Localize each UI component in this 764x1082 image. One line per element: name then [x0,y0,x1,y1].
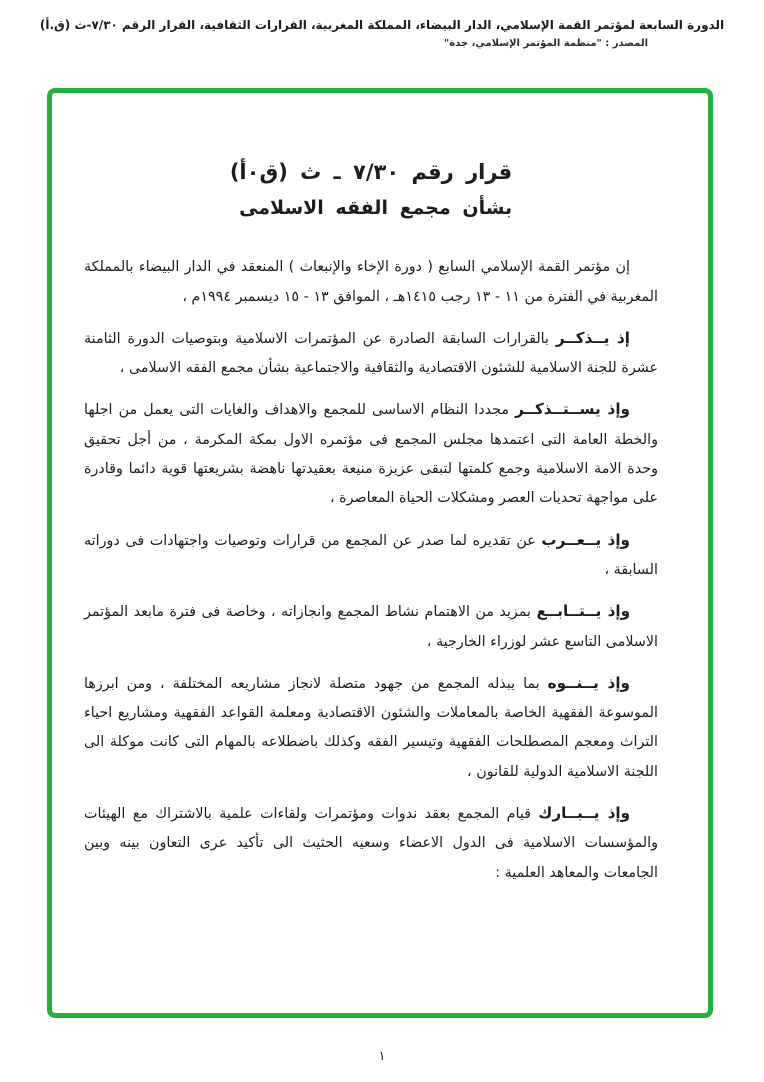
clause-text-6: قيام المجمع بعقد ندوات ومؤتمرات ولقاءات علمية بالاشتراك مع الهيئات والمؤسسات الاسلامية فى الدول الاعضاء وسعيه الحثيث الى تأكيد عرى التعاون بينه وبين الجامعات والمعاهد العلمية : [84,806,658,881]
clause-paragraph-4 [84,596,658,657]
clause-paragraph-2 [84,394,658,513]
clause-lead-5: وإذ يــنــوه [547,673,630,692]
clause-lead-2: وإذ يســتــذكــر [515,400,630,419]
header-citation: الدورة السابعة لمؤتمر القمة الإسلامي، الدار البيضاء، المملكة المغربية، القرارات الثقافية، القرار الرقم ٧/٣٠-ث (ق.أ) [39,18,725,32]
clause-text-4: بمزيد من الاهتمام نشاط المجمع وانجازاته ، وخاصة فى فترة مابعد المؤتمر الاسلامى التاسع عشر لوزراء الخارجية ، [84,604,658,650]
resolution-title [230,153,512,223]
clause-text-3: عن تقديره لما صدر عن المجمع من قرارات وتوصيات واجتهادات فى دوراته السابقة ، [84,532,658,578]
scanned-document [52,93,708,929]
clause-text-1: بالقرارات السابقة الصادرة عن المؤتمرات الاسلامية وبتوصيات الدورة الثامنة عشرة للجنة الاسلامية للشئون الاقتصادية والثقافية والاجتماعية بشأن مجمع الفقه الاسلامى ، [84,330,658,377]
document-header [0,0,764,49]
clause-lead-3: وإذ يــعــرب [541,530,630,549]
preamble-paragraph: إن مؤتمر القمة الإسلامي السابع ( دورة الإخاء والإنبعاث ) المنعقد في الدار البيضاء بالمملكة المغربية في الفترة من ١١ - ١٣ رجب ١٤١٥هـ ، الموافق ١٣ - ١٥ ديسمبر ١٩٩٤م ، [84,259,658,305]
clause-paragraph-5 [84,668,658,787]
header-source: المصدر : "منظمة المؤتمر الإسلامي، جدة" [443,38,648,49]
clause-paragraph-6 [84,798,658,888]
clause-paragraph-3 [84,525,658,586]
document-frame [47,88,713,1018]
page-number: ١ [378,1049,386,1064]
clause-lead-4: وإذ يــتــابــع [536,602,631,621]
clause-lead-1: إذ يــذكــر [555,328,631,347]
clause-text-5: بما يبذله المجمع من جهود متصلة لانجاز مشاريعه المختلفة ، ومن ابرزها الموسوعة الفقهية الخاصة بالمعاملات والشئون الاقتصادية ومعلمة القواعد الفقهية ومشاريع احياء التراث ومعجم المصطلحات الفقهية وتيسير الفقه وكذلك باضطلاعه بالمهام التى كانت موكلة الى اللجنة الاسلامية الدولية للقانون ، [84,675,658,780]
clause-paragraph-1 [84,323,658,384]
clause-text-2: مجددا النظام الاساسى للمجمع والاهداف والغايات التى يعمل من اجلها والخطة العامة التى اعتمدها مجلس المجمع فى مؤتمره الاول بمكة المكرمة ، من أجل تحقيق وحدة الامة الاسلامية وجمع كلمتها لتبقى عزيزة منيعة بعقيدتها ناهضة بشريعتها قوية دائما وقادرة على مواجهة تحديات العصر ومشكلات الحياة المعاصرة ، [84,402,658,507]
resolution-subject: بشأن مجمع الفقه الاسلامى [239,196,513,219]
clause-lead-6: وإذ يــبــارك [538,804,631,823]
resolution-number: قرار رقم ٧/٣٠ ـ ث (ق٠أ) [229,160,513,184]
